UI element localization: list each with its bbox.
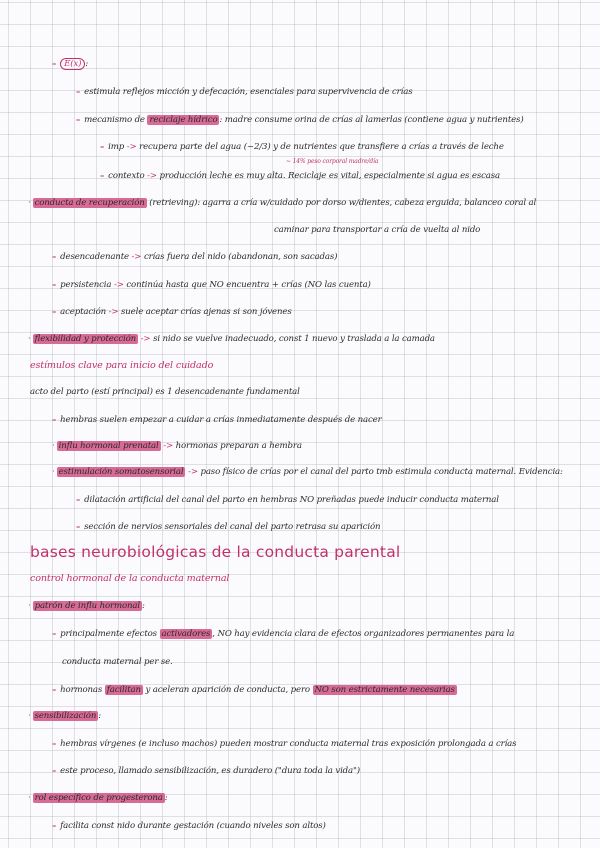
note-text: aceptación [60, 307, 107, 317]
highlight: influ hormonal prenatal [58, 441, 159, 451]
colon: : [164, 793, 168, 803]
dot-bullet: · [52, 441, 55, 451]
dot-bullet: · [28, 711, 31, 721]
note-text: paso físico de crías por el canal del parto tmb estimula conducta maternal. Evidencia: [200, 467, 563, 477]
note-text: hormonas preparan a hembra [175, 441, 302, 451]
line-activadores [52, 628, 514, 640]
arrow: -> [108, 307, 119, 317]
note-text: producción leche es muy alta. Reciclaje es vital, especialmente si agua es escasa [159, 171, 500, 181]
arrow: -> [140, 334, 151, 344]
note-text: , NO hay evidencia clara de efectos organizadores permanentes para la [212, 629, 515, 639]
line-reflejos [76, 86, 412, 98]
colon: : [98, 711, 101, 721]
dash-bullet: – [76, 522, 81, 532]
line-seccion [76, 521, 380, 533]
line-progesterona [28, 792, 167, 804]
dash-bullet: – [76, 87, 81, 97]
note-text: principalmente efectos [60, 629, 157, 639]
note-text: dilatación artificial del canal del parto en hembras NO preñadas puede inducir conducta maternal [84, 495, 499, 505]
note-text: estimula reflejos micción y defecación, esenciales para supervivencia de crías [84, 87, 413, 97]
dash-bullet: – [52, 252, 57, 262]
note-text: hembras vírgenes (e incluso machos) pueden mostrar conducta maternal tras exposición prolongada a crías [60, 739, 517, 749]
arrow: -> [113, 280, 124, 290]
dash-bullet: – [76, 495, 81, 505]
line-mecanismo [76, 114, 524, 126]
note-text: continúa hasta que NO encuentra + crías (NO las cuenta) [126, 280, 371, 290]
line-aceptacion [52, 306, 292, 318]
highlight: rol específico de progesterona [34, 793, 163, 803]
highlight: NO son estrictamente necesarias [314, 685, 455, 695]
note-text: persistencia [60, 280, 112, 290]
subheading: estímulos clave para inicio del cuidado [30, 360, 214, 371]
note-text: contexto [108, 171, 145, 181]
subheading: control hormonal de la conducta maternal [30, 573, 230, 584]
note-text: facilita const nido durante gestación (cuando niveles son altos) [60, 821, 326, 831]
colon: : [85, 59, 89, 69]
arrow: -> [147, 171, 157, 181]
note-text: y de nutrientes que transfiere a crías a través de leche [273, 142, 504, 152]
highlight: activadores [161, 629, 211, 639]
dash-bullet: – [52, 280, 57, 290]
line-recuperacion [28, 197, 536, 209]
note-text: (~2/3) [243, 142, 271, 152]
note-text: y aceleran aparición de conducta, pero [145, 685, 310, 695]
line-imp [100, 141, 504, 153]
dash-bullet: – [52, 307, 57, 317]
line-influ-prenatal [52, 440, 302, 452]
line-parto: acto del parto (estí principal) es 1 desencadenante fundamental [30, 387, 300, 397]
dash-bullet: – [52, 821, 57, 831]
highlight: flexibilidad y protección [34, 334, 137, 344]
boxed-term: E(x) [60, 58, 85, 70]
line-somatosensorial [52, 466, 563, 478]
note-text: hembras suelen empezar a cuidar a crías inmediatamente después de nacer [60, 415, 382, 425]
note-text: imp [108, 142, 125, 152]
note-text: : agarra a cría w/cuidado por dorso w/dientes, cabeza erguida, balanceo coral al [197, 198, 537, 208]
highlight: estimulación somatosensorial [58, 467, 184, 477]
highlight: conducta de recuperación [34, 198, 145, 208]
line-dilatacion [76, 494, 499, 506]
line-facilitan [52, 684, 457, 696]
note-text: (retrieving) [149, 198, 198, 208]
note-text: : madre consume orina de crías al lamerlas (contiene agua y nutrientes) [219, 115, 524, 125]
note-text: suele aceptar crías ajenas si son jóvenes [121, 307, 292, 317]
arrow: -> [131, 252, 142, 262]
highlight: sensibilización [34, 711, 97, 721]
line-duradero [52, 765, 360, 777]
dash-bullet: – [52, 739, 57, 749]
line-patron [28, 600, 145, 612]
line-ex [52, 58, 88, 70]
highlight: patrón de influ hormonal [34, 601, 140, 611]
dot-bullet: · [28, 793, 31, 803]
dot-bullet: · [52, 467, 55, 477]
line-sensibilizacion [28, 710, 101, 722]
arrow: -> [126, 142, 137, 152]
dot-bullet: · [28, 198, 31, 208]
dot-bullet: · [28, 601, 31, 611]
line-activadores-cont: conducta maternal per se. [62, 657, 173, 667]
dash-bullet: – [76, 115, 81, 125]
dash-bullet: – [100, 142, 105, 152]
dash-bullet: – [100, 171, 105, 181]
line-flexibilidad [28, 333, 435, 345]
dash-bullet: – [52, 685, 57, 695]
highlight: reciclaje hídrico [149, 115, 218, 125]
dash-bullet: – [52, 766, 57, 776]
note-text: recupera parte del agua [139, 142, 242, 152]
note-text: si nido se vuelve inadecuado, const 1 nuevo y traslada a la camada [153, 334, 435, 344]
annotation-note: ~ 14% peso corporal madre/día [286, 158, 379, 165]
line-nido [52, 820, 326, 832]
dash-bullet: – [52, 629, 57, 639]
note-text: sección de nervios sensoriales del canal del parto retrasa su aparición [84, 522, 381, 532]
dash-bullet: – [52, 59, 57, 69]
highlight: facilitan [106, 685, 141, 695]
line-desencadenante [52, 251, 337, 263]
note-text: este proceso, llamado sensibilización, es duradero ("dura toda la vida") [60, 766, 360, 776]
line-hembras [52, 414, 382, 426]
note-text: mecanismo de [84, 115, 145, 125]
note-text: crías fuera del nido (abandonan, son sacadas) [143, 252, 338, 262]
line-contexto [100, 170, 500, 182]
section-heading: bases neurobiológicas de la conducta parental [30, 543, 401, 561]
note-text: hormonas [60, 685, 103, 695]
arrow: -> [188, 467, 198, 477]
line-persistencia [52, 279, 371, 291]
line-virgenes [52, 738, 516, 750]
dot-bullet: · [28, 334, 31, 344]
line-recuperacion-cont: caminar para transportar a cría de vuelta al nido [274, 225, 481, 235]
dash-bullet: – [52, 415, 57, 425]
note-text: desencadenante [60, 252, 129, 262]
arrow: -> [163, 441, 173, 451]
colon: : [141, 601, 145, 611]
